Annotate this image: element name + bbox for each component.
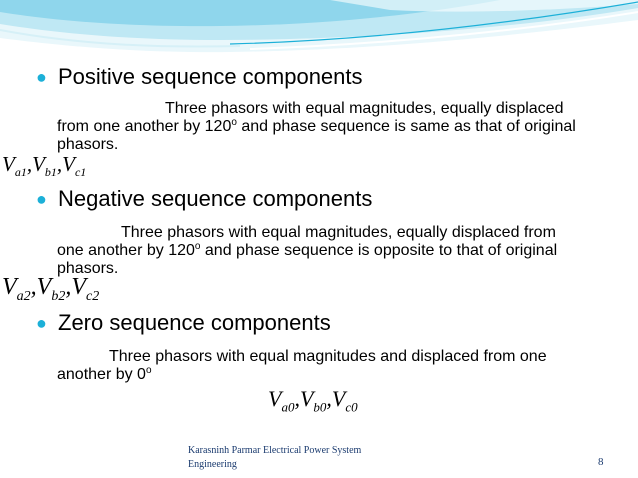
math-variable: V xyxy=(32,152,45,176)
math-subscript: a1 xyxy=(14,165,27,180)
paragraph-line-2-start: one another by 120 xyxy=(57,242,195,259)
bullet-icon: ● xyxy=(36,188,47,209)
paragraph-line-1: Three phasors with equal magnitudes, equally displaced xyxy=(165,100,564,117)
math-variable: V xyxy=(268,386,282,411)
math-zero-sequence xyxy=(268,386,358,415)
math-negative-sequence xyxy=(2,274,100,304)
math-subscript: a0 xyxy=(281,399,295,415)
math-positive-sequence xyxy=(2,152,87,180)
page-number: 8 xyxy=(598,456,604,468)
paragraph-line-3: phasors. xyxy=(57,260,119,277)
math-variable: V xyxy=(2,152,15,176)
footer-line-2: Engineering xyxy=(188,459,237,470)
bullet-negative-sequence xyxy=(36,186,372,212)
degree-superscript: o xyxy=(145,365,152,376)
math-variable: V xyxy=(331,386,346,411)
math-separator: , xyxy=(30,274,37,300)
math-subscript: c2 xyxy=(86,288,100,304)
paragraph-positive-sequence xyxy=(57,100,576,154)
paragraph-line-2-start: from one another by 120 xyxy=(57,118,232,135)
math-separator: , xyxy=(56,152,63,176)
paragraph-line-1: Three phasors with equal magnitudes and displaced from one xyxy=(109,348,547,365)
degree-superscript: o xyxy=(231,117,237,128)
bullet-positive-sequence xyxy=(36,64,363,90)
footer-text xyxy=(188,444,361,472)
heading-negative-sequence: Negative sequence components xyxy=(58,186,373,211)
bullet-icon: ● xyxy=(36,312,47,333)
paragraph-line-3: phasors. xyxy=(57,136,119,153)
paragraph-line-2-end: and phase sequence is opposite to that of original xyxy=(200,242,558,259)
bullet-zero-sequence xyxy=(36,310,331,336)
math-separator: , xyxy=(294,386,300,411)
math-subscript: c1 xyxy=(74,165,87,180)
paragraph-line-2 xyxy=(57,118,576,136)
paragraph-line-2-end: and phase sequence is same as that of original xyxy=(236,118,576,135)
paragraph-negative-sequence xyxy=(57,224,557,278)
paragraph-line-1: Three phasors with equal magnitudes, equally displaced from xyxy=(121,224,556,241)
heading-zero-sequence: Zero sequence components xyxy=(58,310,331,335)
heading-positive-sequence: Positive sequence components xyxy=(58,64,363,89)
paragraph-line-2 xyxy=(57,366,547,384)
paragraph-line-2-start: another by 0 xyxy=(57,366,146,383)
math-subscript: a2 xyxy=(16,288,31,304)
bullet-icon: ● xyxy=(36,66,47,87)
math-variable: V xyxy=(299,386,314,411)
math-variable: V xyxy=(2,274,17,300)
math-separator: , xyxy=(65,274,72,300)
math-subscript: b2 xyxy=(51,288,66,304)
paragraph-zero-sequence xyxy=(57,348,547,384)
math-subscript: b0 xyxy=(313,399,327,415)
math-variable: V xyxy=(71,274,87,300)
math-subscript: c0 xyxy=(345,399,358,415)
math-variable: V xyxy=(62,152,75,176)
math-separator: , xyxy=(326,386,332,411)
math-variable: V xyxy=(36,274,52,300)
degree-superscript: o xyxy=(194,241,201,252)
footer-line-1: Karasninh Parmar Electrical Power System xyxy=(188,445,362,456)
paragraph-line-2 xyxy=(57,242,557,260)
math-separator: , xyxy=(26,152,33,176)
math-subscript: b1 xyxy=(44,165,57,180)
